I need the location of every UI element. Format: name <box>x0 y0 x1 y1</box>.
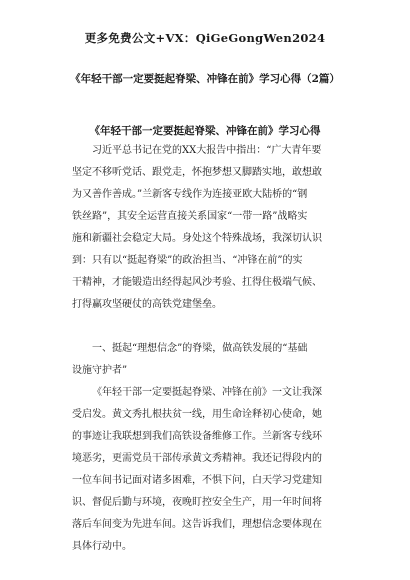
subheading-line: 设施守护者” <box>72 365 128 376</box>
subheading <box>72 338 342 382</box>
page-header: 更多免费公文+VX：QiGeGongWen2024 <box>84 31 326 45</box>
paragraph-line: 打得赢攻坚硬仗的高铁党建堡垒。 <box>72 299 222 310</box>
paragraph-line: 到：只有以“挺起脊梁”的政治担当、“冲锋在前”的实 <box>72 255 303 266</box>
paragraph-line: 《年轻干部一定要挺起脊梁、冲锋在前》一文让我深 <box>92 387 322 398</box>
subheading-line: 一、挺起“理想信念”的脊梁，做高铁发展的“基础 <box>92 343 308 354</box>
paragraph-line: 落后车间变为先进车间。这告诉我们，理想信念要体现在 <box>72 519 322 530</box>
paragraph-intro <box>72 140 342 316</box>
paragraph-line: 的事迹让我联想到我们高铁设备维修工作。兰新客专线环 <box>72 431 322 442</box>
paragraph-line: 具体行动中。 <box>72 541 132 552</box>
paragraph-body <box>72 382 342 558</box>
paragraph-line: 境恶劣，更需党员干部传承黄文秀精神。我还记得段内的 <box>72 453 322 464</box>
paragraph-line: 一位车间书记面对诸多困难，不惧下问，白天学习党建知 <box>72 475 322 486</box>
paragraph-line: 受启发。黄文秀扎根扶贫一线，用生命诠释初心使命，她 <box>72 409 322 420</box>
paragraph-line: 坚定不移听党话、跟党走，怀抱梦想又脚踏实地，敢想敢 <box>72 167 322 178</box>
document-title: 《年轻干部一定要挺起脊梁、冲锋在前》学习心得（2篇） <box>70 73 340 85</box>
paragraph-line: 习近平总书记在党的XX大报告中指出：“广大青年要 <box>92 145 322 156</box>
paragraph-line: 干精神，才能锻造出经得起风沙考验、扛得住极端气候、 <box>72 277 322 288</box>
section-title: 《年轻干部一定要挺起脊梁、冲锋在前》学习心得 <box>89 125 321 137</box>
paragraph-line: 铁丝路”，其安全运营直接关系国家“一带一路”战略实 <box>72 211 308 222</box>
paragraph-line: 为又善作善成。”兰新客专线作为连接亚欧大陆桥的“钢 <box>72 189 308 200</box>
paragraph-line: 识、督促后勤与环境，夜晚盯控安全生产，用一年时间将 <box>72 497 322 508</box>
paragraph-line: 施和新疆社会稳定大局。身处这个特殊战场，我深切认识 <box>72 233 322 244</box>
